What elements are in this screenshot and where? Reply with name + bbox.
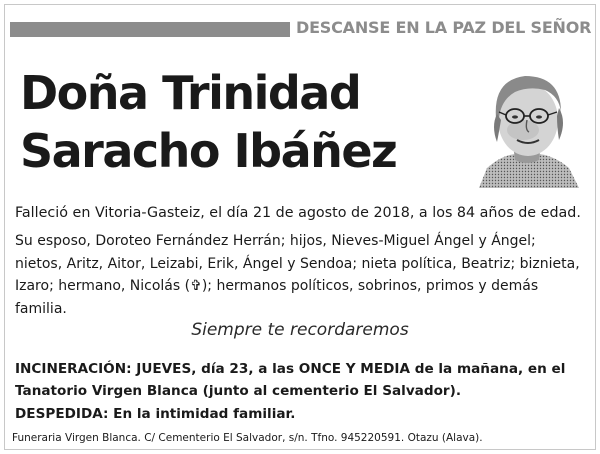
death-notice: Falleció en Vitoria-Gasteiz, el día 21 de agosto de 2018, a los 84 años de edad.: [15, 205, 581, 221]
portrait-photo: [473, 56, 581, 188]
funeral-home-footer: Funeraria Virgen Blanca. C/ Cementerio El Salvador, s/n. Tfno. 945220591. Otazu (Alava).: [12, 432, 483, 444]
family-notice: Su esposo, Doroteo Fernández Herrán; hijos, Nieves-Miguel Ángel y Ángel; nietos, Aritz, Aitor, Leizabi, Erik, Ángel y Sendoa; nieta política, Beatriz; biznieta, Izaro; hermano, Nicolás (✞); hermanos políticos, sobrinos, primos y demás familia.: [15, 233, 580, 317]
portrait-illustration: [473, 56, 581, 188]
name-line-1: Doña Trinidad: [20, 66, 361, 120]
header-title: DESCANSE EN LA PAZ DEL SEÑOR: [296, 18, 592, 37]
name-line-2: Saracho Ibáñez: [20, 124, 397, 178]
farewell-info: DESPEDIDA: En la intimidad familiar.: [15, 406, 296, 422]
deceased-name: [20, 64, 396, 180]
header-bar: [10, 22, 290, 37]
cremation-info: INCINERACIÓN: JUEVES, día 23, a las ONCE Y MEDIA de la mañana, en el Tanatorio Virgen Blanca (junto al cementerio El Salvador).: [15, 361, 566, 399]
memorial-motto: Siempre te recordaremos: [191, 320, 409, 340]
